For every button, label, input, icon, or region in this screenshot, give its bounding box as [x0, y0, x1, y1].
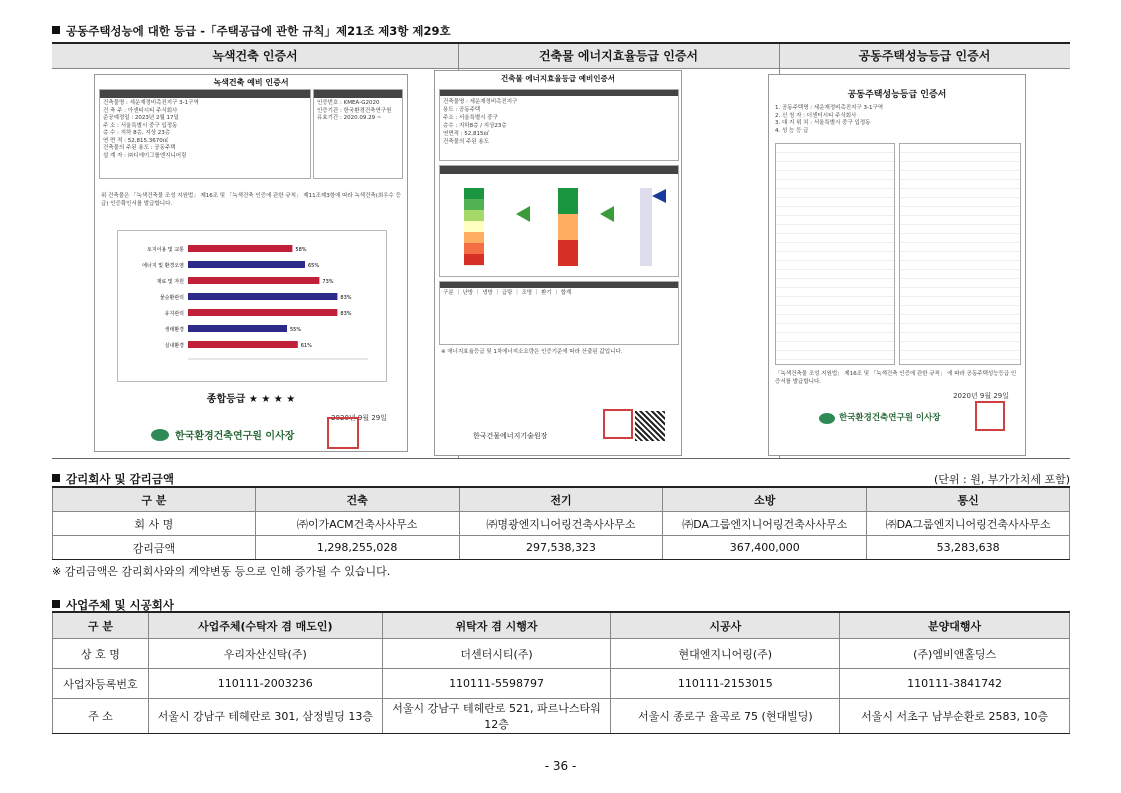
- green-issuer: 한국환경건축연구원 이사장: [175, 431, 295, 442]
- bar: [188, 277, 319, 284]
- table-cell: ㈜DA그룹엔지니어링건축사사무소: [663, 512, 867, 536]
- table-row: [53, 639, 1070, 669]
- table-row: [53, 536, 1070, 560]
- bar: [188, 341, 298, 348]
- table-header-row: [53, 487, 1070, 512]
- green-certificate-image: 녹색건축 예비 인증서 건축물명 : 세운재정비촉진지구 3-1구역 건 축 주 : 아센티시티 주식회사 준공예정일 : 2023년 2월 17일 주 소 : 서울특별시 중구 입정동 층 수 : 지하 8층, 지상 23층 연 면 적 : 52,815.3670㎡ 건축물의 주된 용도 : 공동주택 설 계 자 : ㈜디에이그룹엔지니어링 인증번호 : KMEA-G2020 인증기관 : 한국환경건축연구원 유효기간 : 2020.09.29 ~ 위 건축물은 「녹색건축물 조성 지원법」 제16조 및 「녹색건축 인증에 관한 규칙」 제11조제3항에 따라 녹색건축(최우수 등급) 인증확인서를 발급합니다. 토지이용 및 교통 58% 에너지 및 환경오염 65% 재료 및 자원 73% 물순환관리 83% 유지관리 83% 생태환경 55% 실내환경 61% 종합등급 ★ ★ ★ ★ 2020년 9월 29일 한국환경건축연구원 이사장: [94, 74, 408, 452]
- table-cell: 110111-2153015: [611, 669, 840, 699]
- leaf-logo-icon: [819, 413, 835, 424]
- row-label: 회 사 명: [53, 512, 256, 536]
- bar-label: 에너지 및 환경오염: [142, 263, 184, 269]
- table-cell: ㈜DA그룹엔지니어링건축사사무소: [867, 512, 1070, 536]
- seal-stamp: [975, 401, 1005, 431]
- section-title-housing-grade: 공동주택성능에 대한 등급 -「주택공급에 관한 규칙」제21조 제3항 제29호: [52, 23, 451, 39]
- header-green-cert: 녹색건축 인증서: [52, 44, 458, 69]
- bar-label: 유지관리: [164, 311, 184, 317]
- table-cell: 서울시 강남구 테헤란로 521, 파르나스타워 12층: [382, 699, 611, 734]
- table-cell: 더센터시티(주): [382, 639, 611, 669]
- header-cell: 사업주체(수탁자 겸 매도인): [148, 612, 382, 639]
- seal-stamp: [603, 409, 633, 439]
- header-cell: 통신: [867, 487, 1070, 512]
- energy-grade-arrows: [440, 174, 676, 274]
- housing-issuer: 한국환경건축연구원 이사장: [839, 413, 941, 423]
- bar-value: 83%: [340, 295, 352, 301]
- page-number: - 36 -: [544, 759, 577, 773]
- table-row: [53, 699, 1070, 734]
- header-cell: 소방: [663, 487, 867, 512]
- table-cell: (주)엠비앤홀딩스: [840, 639, 1070, 669]
- bar-value: 65%: [308, 263, 320, 269]
- square-bullet-icon: [52, 26, 60, 34]
- row-label: 상 호 명: [53, 639, 149, 669]
- bar: [188, 325, 287, 332]
- table-cell: 110111-2003236: [148, 669, 382, 699]
- table-cell: 서울시 강남구 테헤란로 301, 삼정빌딩 13층: [148, 699, 382, 734]
- header-cell: 전기: [459, 487, 663, 512]
- green-bar-chart: [117, 230, 387, 382]
- table-header-row: [53, 612, 1070, 639]
- bar-label: 재료 및 자원: [156, 279, 184, 285]
- energy-cert-title: 건축물 에너지효율등급 예비인증서: [501, 74, 615, 83]
- row-label: 감리금액: [53, 536, 256, 560]
- header-cell: 구 분: [53, 487, 256, 512]
- bar-value: 73%: [322, 279, 334, 285]
- square-bullet-icon: [52, 600, 60, 608]
- table-cell: 53,283,638: [867, 536, 1070, 560]
- green-cert-title: 녹색건축 예비 인증서: [213, 78, 289, 87]
- housing-certificate-image: 공동주택성능등급 인증서 1. 공동주택명 : 세운재정비촉진지구 3-1구역 2. 신 청 자 : 더센터시티 주식회사 3. 대 지 위 치 : 서울특별시 중구 입정동 4. 성 능 등 급 「녹색건축물 조성 지원법」 제16조 및 「녹색건축 인증에 관한 규칙」 에 따라 공동주택성능등급 인증서를 발급합니다. 2020년 9월 29일 한국환경건축연구원 이사장: [768, 74, 1026, 456]
- table-cell: 서울시 서초구 남부순환로 2583, 10층: [840, 699, 1070, 734]
- bar-label: 토지이용 및 교통: [147, 247, 184, 253]
- header-cell: 위탁자 겸 시행자: [382, 612, 611, 639]
- header-cell: 구 분: [53, 612, 149, 639]
- section-title-supervision: 감리회사 및 감리금액: [52, 471, 174, 487]
- unit-note: (단위 : 원, 부가가치세 포함): [933, 473, 1070, 486]
- section-title-business: 사업주체 및 시공회사: [52, 597, 174, 613]
- bar-value: 58%: [295, 247, 307, 253]
- row-label: 주 소: [53, 699, 149, 734]
- table-cell: 110111-3841742: [840, 669, 1070, 699]
- table-cell: 367,400,000: [663, 536, 867, 560]
- table-cell: 우리자산신탁(주): [148, 639, 382, 669]
- supervision-table: [52, 486, 1070, 560]
- seal-stamp: [327, 417, 359, 449]
- table-cell: ㈜이가ACM건축사사무소: [255, 512, 459, 536]
- energy-footer: 한국건물에너지기술원장: [473, 432, 548, 440]
- table-row: [53, 669, 1070, 699]
- bar: [188, 293, 337, 300]
- bar: [188, 309, 337, 316]
- table-cell: 1,298,255,028: [255, 536, 459, 560]
- row-label: 사업자등록번호: [53, 669, 149, 699]
- energy-certificate-image: 건축물 에너지효율등급 예비인증서 건축물명 : 세운재정비촉진지구 용도 : 공동주택 주소 : 서울특별시 중구 층수 : 지하8층 / 지상23층 연면적 : 52,815㎡ 건축물의 주된 용도 구분 ｜ 난방 ｜ 냉방 ｜ 급탕 ｜ 조명 ｜ 환기 ｜ 합계 ※ 에너지효율등급 및 1차에너지소요량은 인증기준에 따라 산출된 값입니다. 한국건물에너지기술원장: [434, 70, 682, 456]
- table-cell: 서울시 종로구 율곡로 75 (현대빌딩): [611, 699, 840, 734]
- certificate-panel: [52, 42, 1070, 459]
- table-row: [53, 512, 1070, 536]
- green-grade: 종합등급 ★ ★ ★ ★: [206, 394, 296, 405]
- bar-value: 61%: [300, 343, 312, 349]
- housing-cert-title: 공동주택성능등급 인증서: [847, 90, 947, 100]
- table-cell: ㈜명광엔지니어링건축사사무소: [459, 512, 663, 536]
- bar: [188, 261, 305, 268]
- bar: [188, 245, 292, 252]
- table-cell: 297,538,323: [459, 536, 663, 560]
- bar-label: 물순환관리: [159, 295, 184, 301]
- supervision-note: ※ 감리금액은 감리회사와의 계약변동 등으로 인해 증가될 수 있습니다.: [52, 565, 391, 578]
- header-cell: 건축: [255, 487, 459, 512]
- table-cell: 현대엔지니어링(주): [611, 639, 840, 669]
- header-cell: 분양대행사: [840, 612, 1070, 639]
- header-housing-cert: 공동주택성능등급 인증서: [779, 44, 1070, 69]
- header-cell: 시공사: [611, 612, 840, 639]
- bar-label: 생태환경: [164, 327, 184, 333]
- leaf-logo-icon: [151, 429, 169, 441]
- bar-value: 83%: [340, 311, 352, 317]
- housing-date: 2020년 9월 29일: [953, 392, 1009, 400]
- business-table: [52, 611, 1070, 734]
- qr-code-icon: [635, 411, 665, 441]
- green-cert-body: 위 건축물은 「녹색건축물 조성 지원법」 제16조 및 「녹색건축 인증에 관한 규칙」 제11조제3항에 따라 녹색건축(최우수 등급) 인증확인서를 발급합니다.: [101, 193, 401, 207]
- table-cell: 110111-5598797: [382, 669, 611, 699]
- header-energy-cert: 건축물 에너지효율등급 인증서: [458, 44, 779, 69]
- bar-value: 55%: [290, 327, 302, 333]
- square-bullet-icon: [52, 474, 60, 482]
- bar-label: 실내환경: [164, 343, 184, 349]
- green-date: 2020년 9월 29일: [331, 414, 387, 422]
